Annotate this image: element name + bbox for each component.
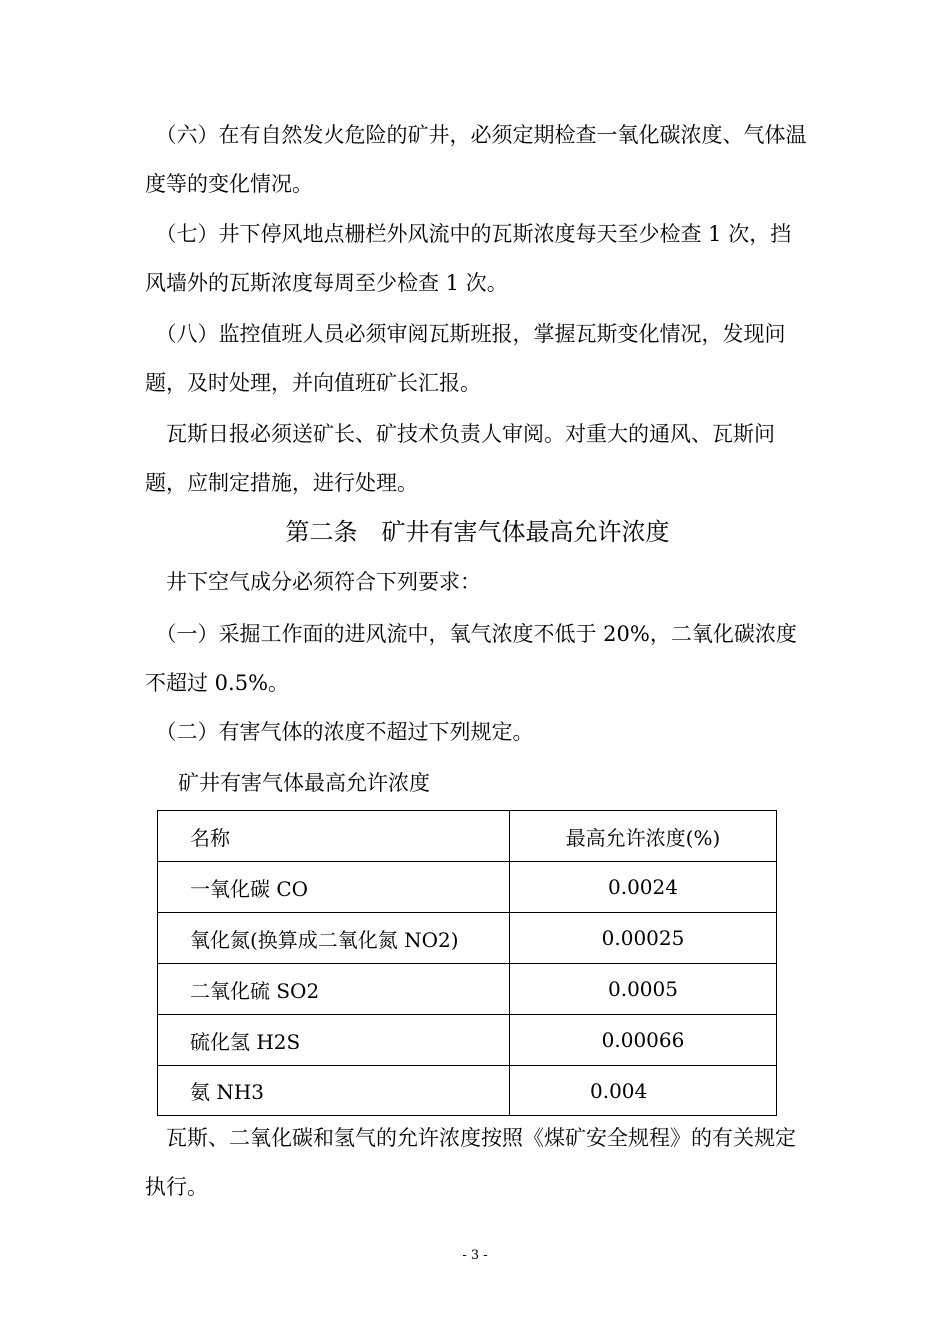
table-cell-name: 硫化氢 H2S <box>158 1015 510 1066</box>
table-cell-name: 一氧化碳 CO <box>158 862 510 913</box>
air-requirement-item-1: （一）采掘工作面的进风流中，氧气浓度不低于 20%，二氧化碳浓度不超过 0.5%。 <box>145 622 797 695</box>
air-requirement-item-2: （二）有害气体的浓度不超过下列规定。 <box>145 720 534 744</box>
table-cell-value: 0.0005 <box>510 964 777 1015</box>
gas-concentration-table <box>157 810 777 1116</box>
closing-paragraph: 瓦斯、二氧化碳和氢气的允许浓度按照《煤矿安全规程》的有关规定执行。 <box>145 1126 796 1199</box>
table-cell-name: 氧化氮(换算成二氧化氮 NO2) <box>158 913 510 964</box>
table-row <box>158 913 777 964</box>
paragraph-item-6: （六）在有自然发火危险的矿井，必须定期检查一氧化碳浓度、气体温度等的变化情况。 <box>145 123 807 196</box>
table-cell-name: 二氧化硫 SO2 <box>158 964 510 1015</box>
table-cell-value: 0.0024 <box>510 862 777 913</box>
table-caption: 矿井有害气体最高允许浓度 <box>178 771 430 795</box>
table-cell-value: 0.00066 <box>510 1015 777 1066</box>
paragraph-item-8: （八）监控值班人员必须审阅瓦斯班报，掌握瓦斯变化情况，发现问题，及时处理，并向值班矿长汇报。 <box>145 322 786 395</box>
page-number: - 3 - <box>462 1248 488 1263</box>
table-row <box>158 862 777 913</box>
table-cell-name: 氨 NH3 <box>158 1066 510 1116</box>
paragraph-daily-report: 瓦斯日报必须送矿长、矿技术负责人审阅。对重大的通风、瓦斯问题，应制定措施，进行处理。 <box>145 422 775 495</box>
table-header-row <box>158 811 777 862</box>
table-header-value: 最高允许浓度(%) <box>510 811 777 862</box>
table-header-name: 名称 <box>158 811 510 862</box>
table-row <box>158 1066 777 1116</box>
table-row <box>158 1015 777 1066</box>
table-row <box>158 964 777 1015</box>
paragraph-item-7: （七）井下停风地点栅栏外风流中的瓦斯浓度每天至少检查 1 次，挡风墙外的瓦斯浓度每周至少检查 1 次。 <box>145 222 792 295</box>
table-cell-value: 0.00025 <box>510 913 777 964</box>
air-requirements-intro: 井下空气成分必须符合下列要求： <box>145 570 481 594</box>
table-cell-value: 0.004 <box>510 1066 777 1116</box>
article-heading: 第二条 矿井有害气体最高允许浓度 <box>285 518 670 546</box>
